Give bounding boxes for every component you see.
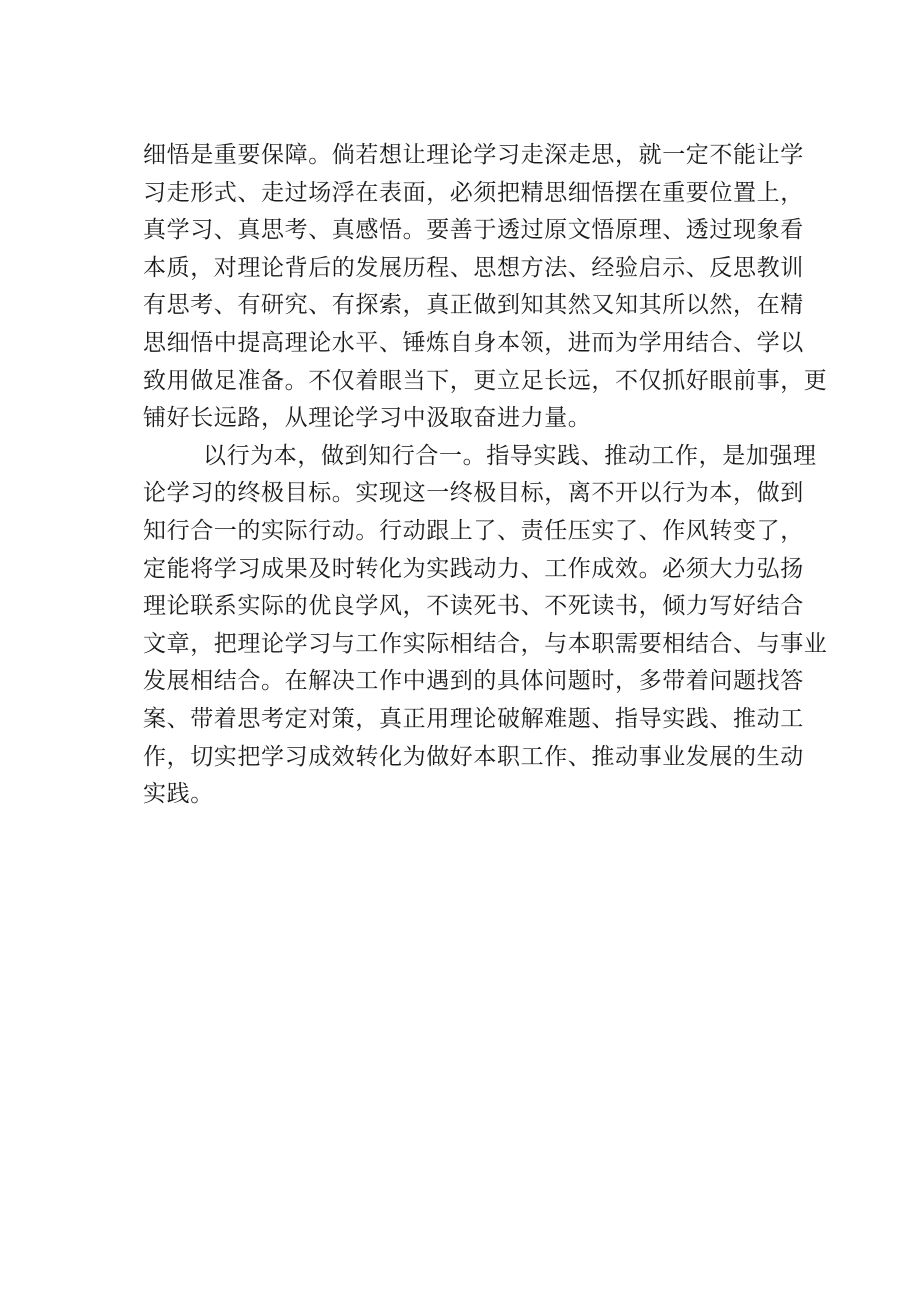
text-line: 案、带着思考定对策，真正用理论破解难题、指导实践、推动工 xyxy=(143,705,804,732)
paragraph-2 xyxy=(143,438,828,814)
document-body xyxy=(143,137,828,814)
text-line: 思细悟中提高理论水平、锤炼自身本领，进而为学用结合、学以 xyxy=(143,329,804,356)
text-line: 习走形式、走过场浮在表面，必须把精思细悟摆在重要位置上， xyxy=(143,179,804,206)
text-line: 致用做足准备。不仅着眼当下，更立足长远，不仅抓好眼前事，更 xyxy=(143,367,828,394)
paragraph-1 xyxy=(143,137,828,438)
text-line: 真学习、真思考、真感悟。要善于透过原文悟原理、透过现象看 xyxy=(143,217,804,244)
text-line: 铺好长远路，从理论学习中汲取奋进力量。 xyxy=(143,405,592,432)
text-line: 论学习的终极目标。实现这一终极目标，离不开以行为本，做到 xyxy=(143,480,804,507)
text-line: 文章，把理论学习与工作实际相结合，与本职需要相结合、与事业 xyxy=(143,630,828,657)
text-line: 本质，对理论背后的发展历程、思想方法、经验启示、反思教训 xyxy=(143,254,804,281)
text-line: 有思考、有研究、有探索，真正做到知其然又知其所以然，在精 xyxy=(143,292,804,319)
text-line: 以行为本，做到知行合一。指导实践、推动工作，是加强理 xyxy=(203,442,817,469)
text-line: 知行合一的实际行动。行动跟上了、责任压实了、作风转变了， xyxy=(143,517,804,544)
text-line: 定能将学习成果及时转化为实践动力、工作成效。必须大力弘扬 xyxy=(143,555,804,582)
text-line: 理论联系实际的优良学风，不读死书、不死读书，倾力写好结合 xyxy=(143,593,804,620)
text-line: 细悟是重要保障。倘若想让理论学习走深走思，就一定不能让学 xyxy=(143,142,804,168)
text-line: 作，切实把学习成效转化为做好本职工作、推动事业发展的生动 xyxy=(143,743,804,770)
text-line: 发展相结合。在解决工作中遇到的具体问题时，多带着问题找答 xyxy=(143,668,804,695)
text-line: 实践。 xyxy=(143,781,214,808)
